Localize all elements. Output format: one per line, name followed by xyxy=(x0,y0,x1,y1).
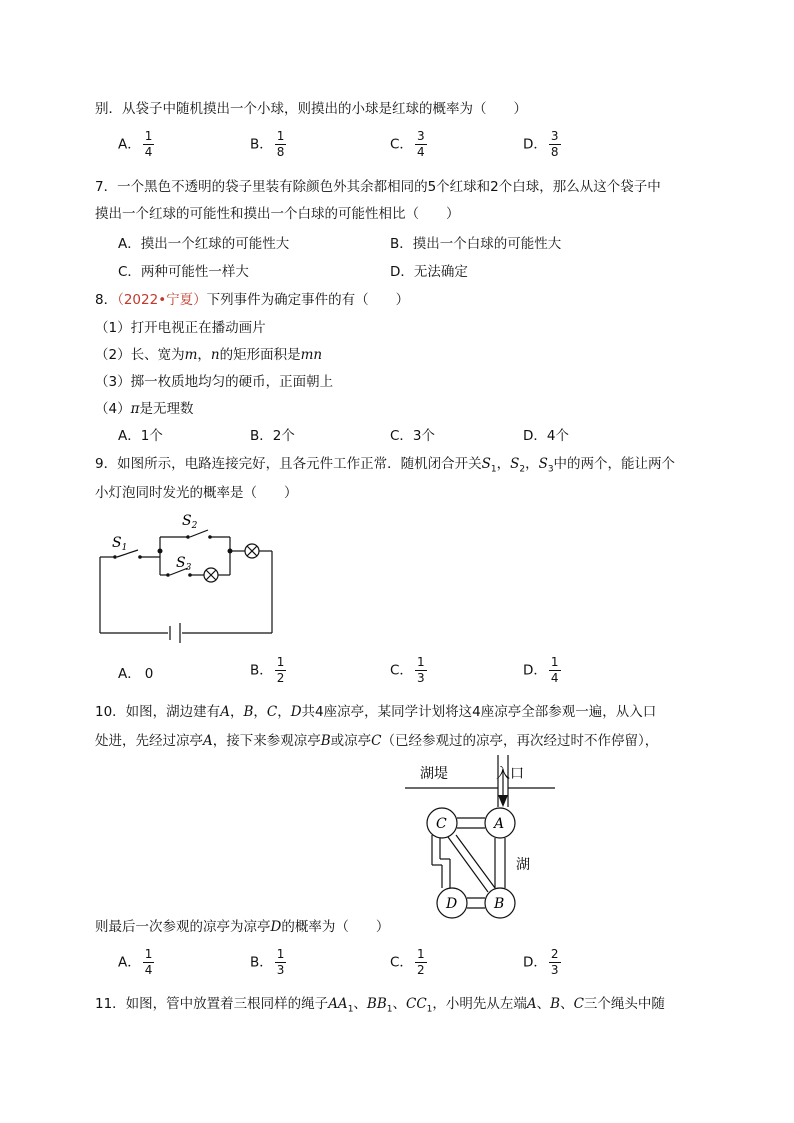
q9-stem-line2: 小灯泡同时发光的概率是（ ） xyxy=(95,485,298,501)
label-entrance: 入口 xyxy=(496,766,524,782)
q8-option-b[interactable]: B．2个 xyxy=(250,428,295,444)
q10-option-d[interactable]: D． $\frac{2}{3}$ xyxy=(523,947,559,977)
q10-stem-line2: 处进，先经过凉亭A，接下来参观凉亭B或凉亭C（已经参观过的凉亭，再次经过时不作停留）， xyxy=(95,733,659,749)
label-a: A xyxy=(494,816,505,832)
q6-option-d[interactable]: D． $\frac{3}{8}$ xyxy=(523,129,559,159)
q7-option-a[interactable]: A．摸出一个红球的可能性大 xyxy=(118,236,290,252)
label-b: B xyxy=(494,896,505,912)
q8-item-4: （4）π是无理数 xyxy=(95,401,194,417)
q6-option-b[interactable]: B． $\frac{1}{8}$ xyxy=(250,129,285,159)
q6-option-a[interactable]: A． $\frac{1}{4}$ xyxy=(118,129,153,159)
label-s2: $S_2$ xyxy=(182,513,198,531)
q7-stem-line2: 摸出一个红球的可能性和摸出一个白球的可能性相比（ ） xyxy=(95,206,460,222)
q10-stem-line1: 10．如图，湖边建有A，B，C，D共4座凉亭，某同学计划将这4座凉亭全部参观一遍，从入口 xyxy=(95,704,657,720)
q7-stem-line1: 7．一个黑色不透明的袋子里装有除颜色外其余都相同的5个红球和2个白球，那么从这个袋子中 xyxy=(95,179,661,195)
q10-stem-line3: 则最后一次参观的凉亭为凉亭D的概率为（ ） xyxy=(95,919,390,935)
label-c: C xyxy=(436,816,447,832)
q8-source: （2022•宁夏） xyxy=(117,292,207,308)
q6-stem-tail: 别．从袋子中随机摸出一个小球，则摸出的小球是红球的概率为（ ） xyxy=(95,101,527,117)
label-d: D xyxy=(446,896,458,912)
q9-stem-line1: 9．如图所示，电路连接完好，且各元件工作正常．随机闭合开关$S_1$，$S_2$，$S_3$中的两个，能让两个 xyxy=(95,456,676,475)
q8-option-a[interactable]: A．1个 xyxy=(118,428,163,444)
q11-stem-line1: 11．如图，管中放置着三根同样的绳子$AA_1$、$BB_1$、$CC_1$，小明先从左端A、B、C三个绳头中随 xyxy=(95,996,665,1015)
q9-option-b[interactable]: B． $\frac{1}{2}$ xyxy=(250,655,285,685)
q9-circuit-diagram xyxy=(90,505,290,645)
q7-option-c[interactable]: C．两种可能性一样大 xyxy=(118,264,249,280)
q8-item-1: （1）打开电视正在播动画片 xyxy=(95,320,266,336)
q8-item-2: （2）长、宽为m，n的矩形面积是mn xyxy=(95,347,323,363)
q10-lake-map xyxy=(400,755,560,930)
label-s3: $S_3$ xyxy=(176,555,192,573)
q8-stem: 8．（2022•宁夏）下列事件为确定事件的有（ ） xyxy=(95,292,410,308)
q8-option-c[interactable]: C．3个 xyxy=(390,428,436,444)
q9-option-c[interactable]: C． $\frac{1}{3}$ xyxy=(390,655,425,685)
label-s1: $S_1$ xyxy=(112,535,128,553)
q8-item-3: （3）掷一枚质地均匀的硬币，正面朝上 xyxy=(95,374,334,390)
q8-option-d[interactable]: D．4个 xyxy=(523,428,569,444)
q6-option-c[interactable]: C． $\frac{3}{4}$ xyxy=(390,129,425,159)
label-lake: 湖 xyxy=(516,857,530,873)
q10-option-b[interactable]: B． $\frac{1}{3}$ xyxy=(250,947,285,977)
q9-option-d[interactable]: D． $\frac{1}{4}$ xyxy=(523,655,559,685)
q7-option-b[interactable]: B．摸出一个白球的可能性大 xyxy=(390,236,562,252)
q10-option-c[interactable]: C． $\frac{1}{2}$ xyxy=(390,947,425,977)
label-dike: 湖堤 xyxy=(420,766,448,782)
q7-option-d[interactable]: D．无法确定 xyxy=(390,264,468,280)
q9-option-a[interactable]: A． 0 xyxy=(118,666,154,682)
q10-option-a[interactable]: A． $\frac{1}{4}$ xyxy=(118,947,153,977)
